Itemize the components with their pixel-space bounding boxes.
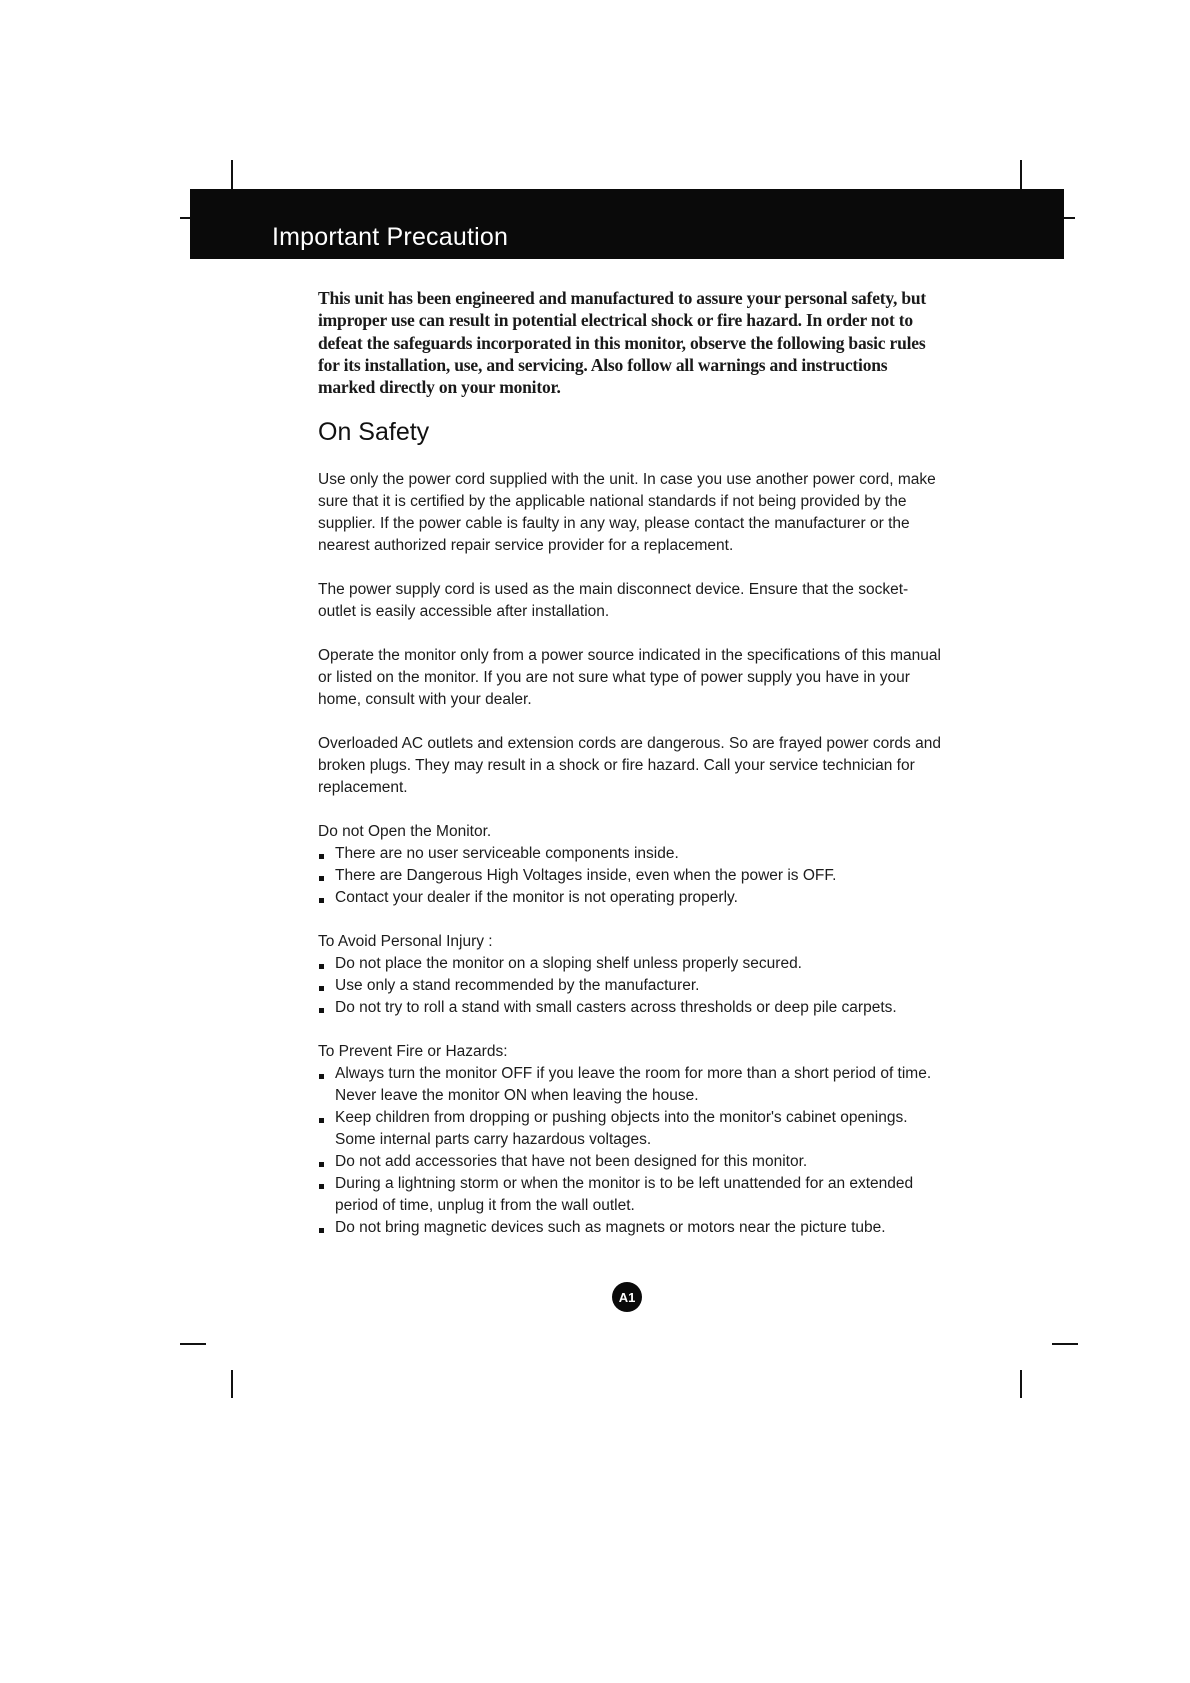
list-item: Keep children from dropping or pushing objects into the monitor's cabinet openings. Some internal parts carry hazardous voltages. xyxy=(318,1107,943,1151)
list-item: Do not place the monitor on a sloping shelf unless properly secured. xyxy=(318,953,943,975)
group-title: Do not Open the Monitor. xyxy=(318,823,492,841)
crop-mark-bottom-left-horizontal xyxy=(180,1343,206,1345)
page-title: Important Precaution xyxy=(272,223,509,251)
crop-mark-bottom-right-vertical xyxy=(1020,1370,1022,1398)
list-item: Contact your dealer if the monitor is not operating properly. xyxy=(318,887,943,909)
crop-mark-top-right-vertical xyxy=(1020,160,1022,190)
bullet-list xyxy=(318,1063,943,1239)
list-item: Do not bring magnetic devices such as magnets or motors near the picture tube. xyxy=(318,1217,943,1239)
list-item: Always turn the monitor OFF if you leave the room for more than a short period of time. Never leave the monitor ON when leaving the house. xyxy=(318,1063,943,1107)
group-title: To Prevent Fire or Hazards: xyxy=(318,1043,508,1061)
main-content xyxy=(318,287,943,1261)
header-bar xyxy=(190,189,1064,259)
group-prevent-fire xyxy=(318,1041,943,1239)
crop-mark-bottom-left-vertical xyxy=(231,1370,233,1398)
crop-mark-bottom-right-horizontal xyxy=(1052,1343,1078,1345)
crop-mark-top-right-horizontal xyxy=(1063,217,1075,219)
list-item: Do not try to roll a stand with small casters across thresholds or deep pile carpets. xyxy=(318,997,943,1019)
paragraph-disconnect-device: The power supply cord is used as the main disconnect device. Ensure that the socket-outlet is easily accessible after installation. xyxy=(318,581,909,621)
bullet-list xyxy=(318,843,943,909)
group-do-not-open xyxy=(318,821,943,909)
list-item: There are Dangerous High Voltages inside, even when the power is OFF. xyxy=(318,865,943,887)
crop-mark-top-left-vertical xyxy=(231,160,233,190)
list-item: Use only a stand recommended by the manufacturer. xyxy=(318,975,943,997)
list-item: During a lightning storm or when the monitor is to be left unattended for an extended period of time, unplug it from the wall outlet. xyxy=(318,1173,943,1217)
intro-paragraph: This unit has been engineered and manufactured to assure your personal safety, but improper use can result in potential electrical shock or fire hazard. In order not to defeat the safeguards incorporated in this monitor, observe the following basic rules for its installation, use, and servicing. Also follow all warnings and instructions marked directly on your monitor. xyxy=(318,288,927,398)
group-avoid-injury xyxy=(318,931,943,1019)
paragraph-power-source: Operate the monitor only from a power source indicated in the specifications of this manual or listed on the monitor. If you are not sure what type of power supply you have in your home, consult with your dealer. xyxy=(318,647,941,709)
bullet-list xyxy=(318,953,943,1019)
list-item: There are no user serviceable components inside. xyxy=(318,843,943,865)
paragraph-overloaded-outlets: Overloaded AC outlets and extension cords are dangerous. So are frayed power cords and broken plugs. They may result in a shock or fire hazard. Call your service technician for replacement. xyxy=(318,735,941,797)
section-heading: On Safety xyxy=(318,418,430,447)
list-item: Do not add accessories that have not been designed for this monitor. xyxy=(318,1151,943,1173)
paragraph-power-cord: Use only the power cord supplied with the unit. In case you use another power cord, make sure that it is certified by the applicable national standards if not being provided by the supplier. If the power cable is faulty in any way, please contact the manufacturer or the nearest authorized repair service provider for a replacement. xyxy=(318,471,936,555)
group-title: To Avoid Personal Injury : xyxy=(318,933,493,951)
page-number-badge: A1 xyxy=(612,1282,642,1312)
